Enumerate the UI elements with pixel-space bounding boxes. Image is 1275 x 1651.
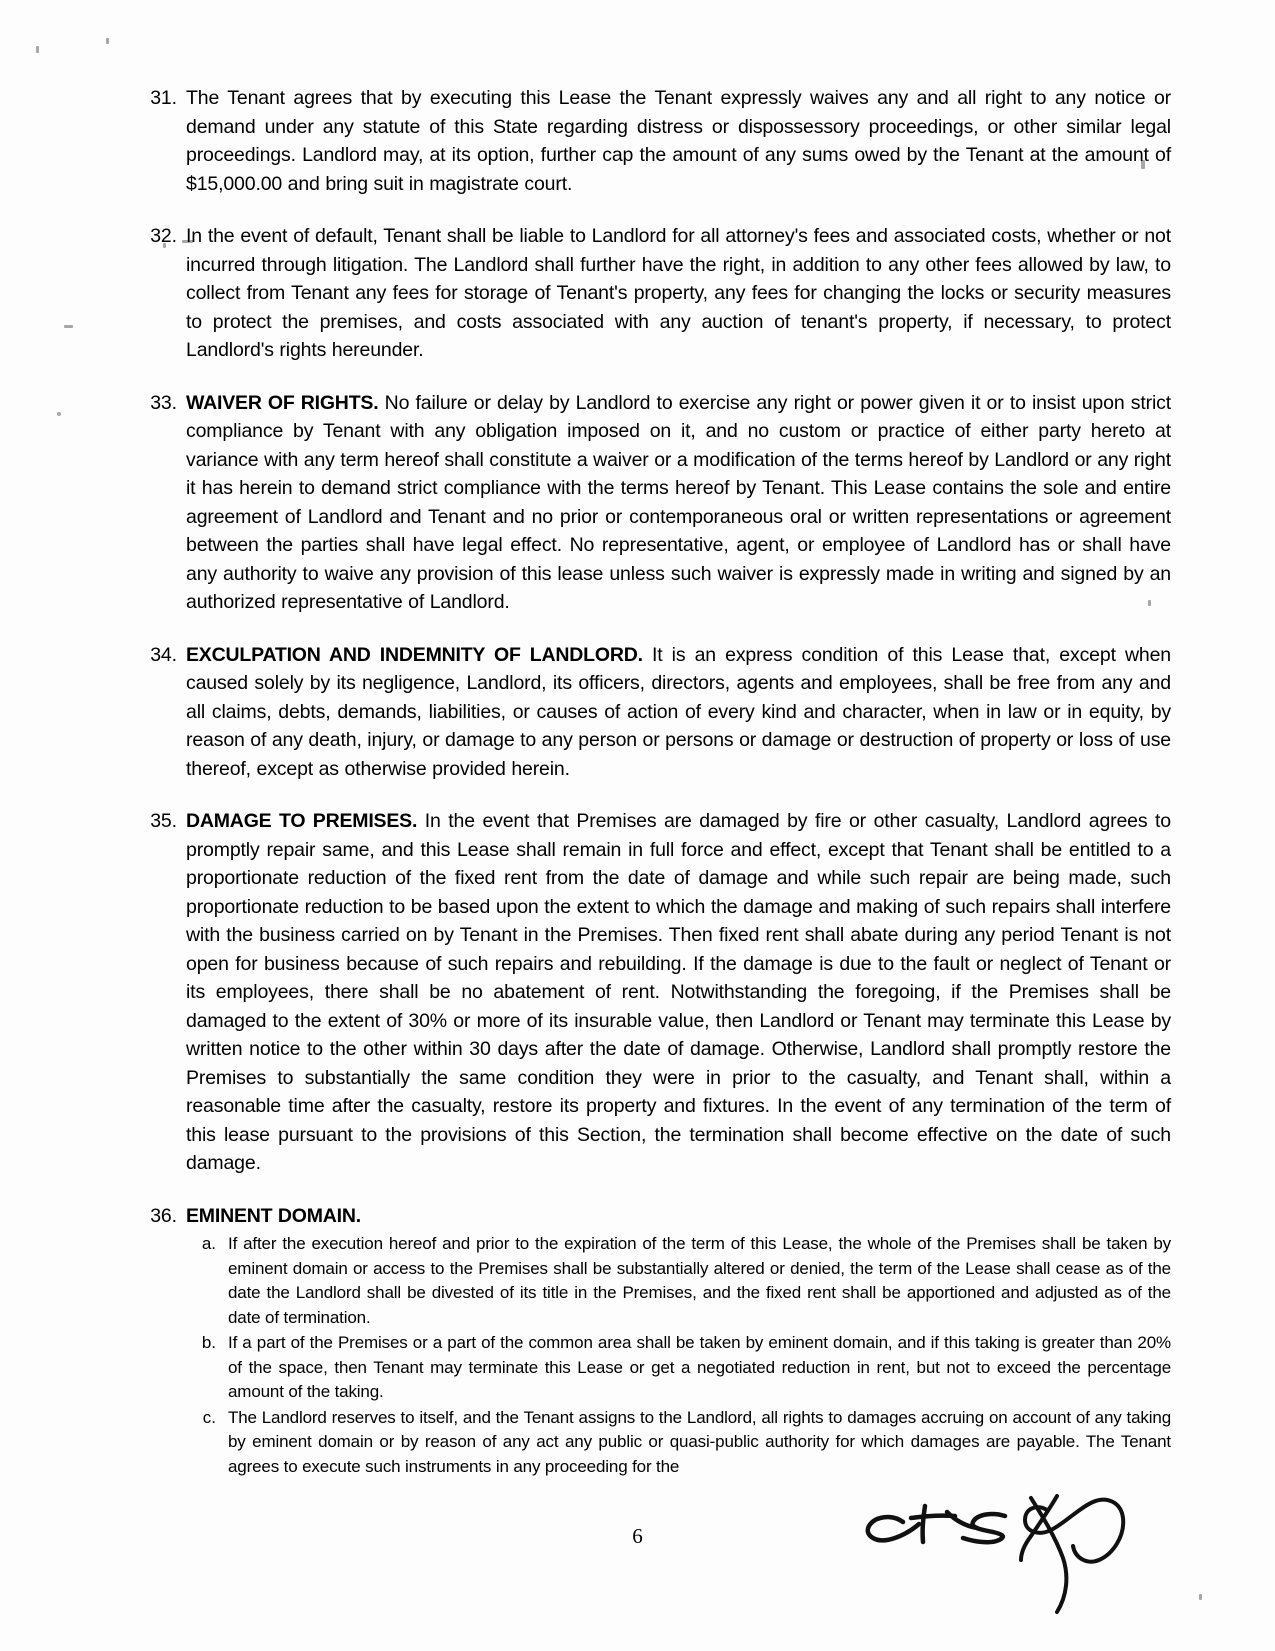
clause-number: 34. bbox=[150, 643, 177, 666]
clause-number: 36. bbox=[150, 1204, 177, 1227]
clause-31 bbox=[143, 84, 1171, 198]
signature-mark bbox=[1013, 1480, 1133, 1630]
scan-speck bbox=[36, 46, 39, 53]
clause-32 bbox=[143, 222, 1171, 365]
clause-heading: WAIVER OF RIGHTS. bbox=[186, 391, 379, 414]
clause-35 bbox=[143, 807, 1171, 1178]
clause-text: In the event of default, Tenant shall be liable to Landlord for all attorney's fees and associated costs, whether or not incurred through litigation. The Landlord shall further have the right, in addition to any other fees allowed by law, to collect from Tenant any fees for storage of Tenant's property, any fees for changing the locks or security measures to protect the premises, and costs associated with any auction of tenant's property, if necessary, to protect Landlord's rights hereunder. bbox=[186, 225, 1171, 361]
clause-heading: EMINENT DOMAIN. bbox=[186, 1204, 361, 1227]
signature-area bbox=[855, 1480, 1145, 1630]
clause-36-sublist bbox=[186, 1232, 1171, 1479]
clause-body bbox=[186, 807, 1171, 1178]
sub-item-text: The Landlord reserves to itself, and the Tenant assigns to the Landlord, all rights to damages accruing on account of any taking by eminent domain or by reason of any act any public or quasi-public authority for which damages are payable. The Tenant agrees to execute such instruments in any proceeding for the bbox=[228, 1407, 1171, 1476]
clause-heading: EXCULPATION AND INDEMNITY OF LANDLORD. bbox=[186, 643, 643, 666]
sub-item-letter: c. bbox=[202, 1407, 216, 1427]
clause-text: In the event that Premises are damaged by fire or other casualty, Landlord agrees to promptly repair same, and this Lease shall remain in full force and effect, except that Tenant shall be entitled to a proportionate reduction of the fixed rent from the date of damage and while such repair are being made, such proportionate reduction to be based upon the extent to which the damage and making of such repairs shall interfere with the business carried on by Tenant in the Premises. Then fixed rent shall abate during any period Tenant is not open for business because of such repairs and rebuilding. If the damage is due to the fault or neglect of Tenant or its employees, there shall be no abatement of rent. Notwithstanding the foregoing, if the Premises shall be damaged to the extent of 30% or more of its insurable value, then Landlord or Tenant may terminate this Lease by written notice to the other within 30 days after the date of damage. Otherwise, Landlord shall promptly restore the Premises to substantially the same condition they were in prior to the casualty, and Tenant shall, within a reasonable time after the casualty, restore its property and fixtures. In the event of any termination of the term of this lease pursuant to the provisions of this Section, the termination shall become effective on the date of such damage. bbox=[186, 810, 1171, 1174]
clause-heading: DAMAGE TO PREMISES. bbox=[186, 810, 418, 832]
clause-body bbox=[186, 641, 1171, 784]
page-number: 6 bbox=[632, 1524, 643, 1548]
clause-body bbox=[186, 389, 1171, 617]
signature-initials bbox=[859, 1492, 1019, 1562]
clause-text: It is an express condition of this Lease that, except when caused solely by its negligence, Landlord, its officers, directors, agents and employees, shall be free from any and all claims, debts, demands, liabilities, or causes of action of every kind and character, when in law or in equity, by reason of any death, injury, or damage to any person or persons or damage or destruction of property or loss of use thereof, except as otherwise provided herein. bbox=[186, 643, 1172, 780]
clause-number: 35. bbox=[150, 810, 177, 832]
sub-item-letter: b. bbox=[201, 1333, 216, 1352]
sub-item-b bbox=[186, 1331, 1171, 1405]
clause-34 bbox=[143, 641, 1171, 784]
clause-33 bbox=[143, 389, 1171, 617]
sub-item-letter: a. bbox=[201, 1234, 216, 1253]
clause-text: No failure or delay by Landlord to exercise any right or power given it or to insist upon strict compliance by Tenant with any obligation imposed on it, and no custom or practice of either party hereto at variance with any term hereof shall constitute a waiver or a modification of the terms hereof by Landlord or any right it has herein to demand strict compliance with the terms hereof by Tenant. This Lease contains the sole and entire agreement of Landlord and Tenant and no prior or contemporaneous oral or written representations or agreement between the parties shall have legal effect. No representative, agent, or employee of Landlord has or shall have any authority to waive any provision of this lease unless such waiver is expressly made in writing and signed by an authorized representative of Landlord. bbox=[186, 391, 1171, 613]
document-body bbox=[143, 84, 1171, 1480]
clause-heading-wrap bbox=[186, 1202, 1171, 1231]
sub-item-text: If a part of the Premises or a part of the common area shall be taken by eminent domain, and if this taking is greater than 20% of the space, then Tenant may terminate this Lease or get a negotiated reduction in rent, but not to exceed the percentage amount of the taking. bbox=[228, 1333, 1171, 1401]
scan-speck bbox=[1199, 1594, 1202, 1600]
sub-item-text: If after the execution hereof and prior to the expiration of the term of this Lease, the whole of the Premises shall be taken by eminent domain or access to the Premises shall be substantially altered or denied, the term of the Lease shall cease as of the date the Landlord shall be divested of its title in the Premises, and the fixed rent shall be apportioned and adjusted as of the date of termination. bbox=[228, 1234, 1171, 1327]
clause-36 bbox=[143, 1202, 1171, 1231]
sub-item-c bbox=[186, 1406, 1171, 1480]
clause-number: 32. bbox=[150, 225, 177, 247]
clause-text: The Tenant agrees that by executing this Lease the Tenant expressly waives any and all right to any notice or demand under any statute of this State regarding distress or dispossessory proceedings, or other similar legal proceedings. Landlord may, at its option, further cap the amount of any sums owed by the Tenant at the amount of $15,000.00 and bring suit in magistrate court. bbox=[186, 87, 1171, 195]
scan-speck bbox=[57, 412, 61, 416]
scan-speck bbox=[64, 325, 73, 328]
scan-speck bbox=[106, 38, 109, 44]
clause-number: 31. bbox=[150, 87, 177, 109]
clause-number: 33. bbox=[150, 391, 177, 414]
sub-item-a bbox=[186, 1232, 1171, 1330]
